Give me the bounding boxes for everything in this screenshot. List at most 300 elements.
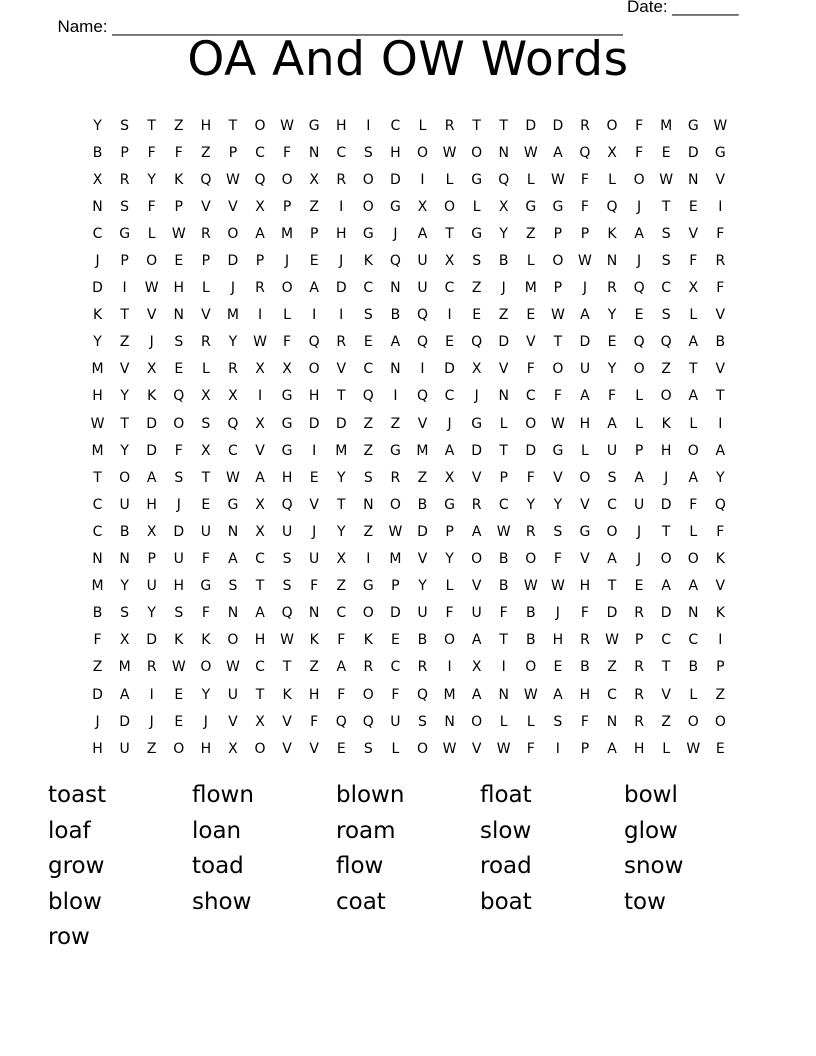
grid-cell[interactable]: V	[146, 307, 157, 324]
grid-cell[interactable]: Z	[363, 442, 374, 459]
grid-cell[interactable]: Z	[119, 334, 130, 351]
grid-cell[interactable]: F	[689, 496, 698, 513]
grid-cell[interactable]: X	[92, 171, 103, 188]
grid-cell[interactable]: C	[607, 496, 617, 513]
grid-cell[interactable]: O	[633, 361, 645, 378]
grid-cell[interactable]: C	[444, 280, 455, 297]
grid-cell[interactable]: I	[312, 307, 317, 324]
grid-cell[interactable]: C	[336, 144, 347, 161]
grid-cell[interactable]: B	[715, 334, 726, 351]
grid-cell[interactable]: R	[580, 117, 590, 134]
grid-cell[interactable]: T	[661, 659, 671, 676]
grid-cell[interactable]: F	[391, 686, 400, 703]
grid-cell[interactable]: B	[417, 632, 428, 649]
grid-cell[interactable]: H	[579, 415, 591, 432]
grid-cell[interactable]: H	[552, 632, 564, 649]
grid-cell[interactable]: V	[119, 361, 130, 378]
grid-cell[interactable]: C	[607, 686, 617, 703]
grid-cell[interactable]: W	[550, 415, 565, 432]
grid-cell[interactable]: U	[173, 551, 184, 568]
grid-cell[interactable]: E	[607, 334, 617, 351]
grid-cell[interactable]: F	[607, 388, 617, 405]
grid-cell[interactable]: U	[146, 578, 157, 595]
grid-cell[interactable]: I	[122, 280, 127, 297]
grid-cell[interactable]: R	[119, 171, 130, 188]
grid-cell[interactable]: T	[336, 388, 346, 405]
grid-cell[interactable]: S	[120, 198, 130, 215]
grid-cell[interactable]: T	[661, 198, 671, 215]
grid-cell[interactable]: A	[471, 523, 482, 540]
grid-cell[interactable]: G	[362, 225, 374, 242]
grid-cell[interactable]: C	[661, 280, 672, 297]
grid-cell[interactable]: T	[499, 117, 508, 134]
grid-cell[interactable]: H	[173, 280, 185, 297]
grid-cell[interactable]: R	[390, 469, 401, 486]
grid-cell[interactable]: T	[120, 415, 129, 432]
grid-cell[interactable]: Q	[714, 496, 726, 513]
grid-cell[interactable]: S	[282, 578, 292, 595]
grid-cell[interactable]: H	[173, 578, 185, 595]
grid-cell[interactable]: M	[389, 551, 402, 568]
grid-cell[interactable]: S	[553, 523, 563, 540]
grid-cell[interactable]: W	[550, 307, 565, 324]
grid-cell[interactable]: S	[607, 469, 617, 486]
grid-cell[interactable]: J	[176, 496, 181, 513]
grid-cell[interactable]: O	[308, 361, 320, 378]
grid-cell[interactable]: D	[498, 334, 510, 351]
grid-cell[interactable]: F	[310, 578, 319, 595]
grid-cell[interactable]: V	[688, 225, 699, 242]
grid-cell[interactable]: H	[254, 632, 266, 649]
grid-cell[interactable]: Y	[553, 496, 563, 513]
grid-cell[interactable]: H	[281, 469, 293, 486]
grid-cell[interactable]: F	[716, 523, 725, 540]
grid-cell[interactable]: G	[444, 496, 455, 513]
grid-cell[interactable]: C	[228, 442, 238, 459]
grid-cell[interactable]: N	[227, 523, 239, 540]
grid-cell[interactable]: A	[634, 469, 644, 486]
grid-cell[interactable]: O	[173, 740, 185, 757]
grid-cell[interactable]: D	[146, 632, 158, 649]
grid-cell[interactable]: S	[282, 551, 292, 568]
grid-cell[interactable]: Y	[607, 361, 617, 378]
grid-cell[interactable]: V	[471, 740, 482, 757]
grid-cell[interactable]: V	[417, 415, 428, 432]
grid-cell[interactable]: K	[363, 632, 373, 649]
grid-cell[interactable]: F	[283, 334, 292, 351]
grid-cell[interactable]: Q	[416, 388, 428, 405]
grid-cell[interactable]: E	[363, 334, 373, 351]
grid-cell[interactable]: A	[661, 578, 671, 595]
grid-cell[interactable]: F	[553, 551, 562, 568]
grid-cell[interactable]: F	[689, 253, 698, 270]
grid-cell[interactable]: B	[688, 659, 699, 676]
grid-cell[interactable]: E	[309, 253, 319, 270]
grid-cell[interactable]: C	[661, 632, 672, 649]
grid-cell[interactable]: O	[416, 144, 428, 161]
grid-cell[interactable]: Y	[201, 686, 211, 703]
grid-cell[interactable]: E	[634, 578, 644, 595]
grid-cell[interactable]: S	[472, 253, 482, 270]
grid-cell[interactable]: Y	[120, 442, 129, 459]
grid-cell[interactable]: P	[255, 253, 265, 270]
grid-cell[interactable]: U	[119, 496, 130, 513]
grid-cell[interactable]: K	[363, 253, 373, 270]
grid-cell[interactable]: G	[471, 225, 483, 242]
grid-cell[interactable]: F	[93, 632, 102, 649]
grid-cell[interactable]: U	[417, 605, 428, 622]
grid-cell[interactable]: Z	[661, 361, 671, 378]
grid-cell[interactable]: A	[688, 578, 699, 595]
grid-cell[interactable]: O	[281, 280, 293, 297]
grid-cell[interactable]: Z	[309, 659, 319, 676]
grid-cell[interactable]: K	[174, 632, 184, 649]
grid-cell[interactable]: V	[715, 361, 726, 378]
grid-cell[interactable]: K	[282, 686, 292, 703]
grid-cell[interactable]: J	[393, 225, 398, 242]
grid-cell[interactable]: A	[580, 388, 590, 405]
grid-cell[interactable]: B	[525, 632, 536, 649]
grid-cell[interactable]: N	[227, 605, 239, 622]
grid-cell[interactable]: G	[281, 388, 293, 405]
grid-cell[interactable]: S	[120, 605, 130, 622]
grid-cell[interactable]: W	[90, 415, 105, 432]
grid-cell[interactable]: S	[174, 469, 184, 486]
grid-cell[interactable]: Q	[416, 686, 428, 703]
grid-cell[interactable]: Z	[309, 198, 319, 215]
grid-cell[interactable]: J	[582, 280, 588, 297]
grid-cell[interactable]: T	[255, 578, 265, 595]
grid-cell[interactable]: W	[550, 171, 565, 188]
grid-cell[interactable]: Q	[633, 280, 645, 297]
grid-cell[interactable]: D	[579, 334, 591, 351]
grid-cell[interactable]: G	[687, 117, 699, 134]
grid-cell[interactable]: A	[471, 632, 482, 649]
grid-cell[interactable]: Q	[362, 713, 374, 730]
grid-cell[interactable]: R	[471, 496, 482, 513]
grid-cell[interactable]: I	[339, 307, 344, 324]
grid-cell[interactable]: D	[471, 442, 483, 459]
grid-cell[interactable]: W	[226, 171, 240, 188]
grid-cell[interactable]: Y	[336, 469, 346, 486]
grid-cell[interactable]: P	[716, 659, 725, 676]
grid-cell[interactable]: V	[309, 740, 319, 757]
grid-cell[interactable]: B	[92, 605, 103, 622]
grid-cell[interactable]: U	[227, 686, 239, 703]
grid-cell[interactable]: P	[201, 253, 211, 270]
grid-cell[interactable]: F	[201, 551, 210, 568]
grid-cell[interactable]: X	[471, 659, 482, 676]
grid-cell[interactable]: X	[444, 469, 455, 486]
grid-cell[interactable]: Z	[525, 225, 536, 242]
grid-cell[interactable]: E	[390, 632, 400, 649]
grid-cell[interactable]: F	[580, 713, 589, 730]
grid-cell[interactable]: V	[471, 469, 482, 486]
grid-cell[interactable]: Y	[228, 334, 238, 351]
grid-cell[interactable]: E	[688, 198, 698, 215]
grid-cell[interactable]: R	[634, 686, 644, 703]
grid-cell[interactable]: F	[526, 469, 535, 486]
grid-cell[interactable]: I	[447, 307, 452, 324]
grid-cell[interactable]: O	[471, 713, 483, 730]
grid-cell[interactable]: C	[92, 496, 103, 513]
grid-cell[interactable]: F	[310, 713, 319, 730]
grid-cell[interactable]: Q	[416, 307, 428, 324]
grid-cell[interactable]: E	[715, 740, 725, 757]
grid-cell[interactable]: N	[606, 713, 618, 730]
grid-cell[interactable]: T	[201, 469, 211, 486]
grid-cell[interactable]: D	[335, 415, 347, 432]
grid-cell[interactable]: U	[633, 496, 645, 513]
grid-cell[interactable]: E	[174, 361, 184, 378]
grid-cell[interactable]: O	[525, 551, 537, 568]
grid-cell[interactable]: Z	[471, 280, 482, 297]
grid-cell[interactable]: N	[92, 551, 103, 568]
grid-cell[interactable]: I	[366, 551, 371, 568]
grid-cell[interactable]: Q	[173, 388, 185, 405]
grid-cell[interactable]: E	[309, 469, 319, 486]
grid-cell[interactable]: G	[525, 198, 537, 215]
grid-cell[interactable]: O	[254, 117, 266, 134]
grid-cell[interactable]: Y	[120, 578, 129, 595]
grid-cell[interactable]: M	[416, 442, 429, 459]
grid-cell[interactable]: D	[146, 415, 158, 432]
grid-cell[interactable]: W	[496, 740, 511, 757]
grid-cell[interactable]: A	[688, 334, 699, 351]
grid-cell[interactable]: R	[634, 605, 644, 622]
grid-cell[interactable]: H	[633, 740, 645, 757]
grid-cell[interactable]: L	[445, 171, 454, 188]
grid-cell[interactable]: F	[580, 605, 589, 622]
grid-cell[interactable]: L	[499, 713, 508, 730]
grid-cell[interactable]: E	[174, 686, 184, 703]
grid-cell[interactable]: O	[227, 632, 239, 649]
grid-cell[interactable]: Y	[418, 578, 427, 595]
grid-cell[interactable]: G	[389, 442, 401, 459]
grid-cell[interactable]: S	[553, 713, 563, 730]
grid-cell[interactable]: W	[280, 117, 294, 134]
grid-cell[interactable]: S	[120, 117, 130, 134]
grid-cell[interactable]: Y	[93, 334, 102, 351]
grid-cell[interactable]: Q	[498, 171, 510, 188]
grid-cell[interactable]: R	[228, 361, 238, 378]
grid-cell[interactable]: M	[91, 361, 104, 378]
grid-cell[interactable]: X	[255, 361, 265, 378]
grid-cell[interactable]: Y	[716, 469, 725, 486]
grid-cell[interactable]: V	[715, 171, 726, 188]
grid-cell[interactable]: X	[282, 361, 292, 378]
grid-cell[interactable]: O	[362, 171, 374, 188]
grid-cell[interactable]: W	[523, 686, 538, 703]
grid-cell[interactable]: L	[201, 361, 210, 378]
grid-cell[interactable]: W	[686, 740, 701, 757]
grid-cell[interactable]: I	[393, 388, 398, 405]
grid-cell[interactable]: G	[389, 198, 401, 215]
grid-cell[interactable]: C	[92, 523, 103, 540]
grid-cell[interactable]: R	[146, 659, 157, 676]
grid-cell[interactable]: X	[255, 496, 265, 513]
grid-cell[interactable]: U	[417, 253, 428, 270]
grid-cell[interactable]: R	[580, 632, 590, 649]
grid-cell[interactable]: D	[525, 117, 537, 134]
grid-cell[interactable]: O	[660, 388, 672, 405]
grid-cell[interactable]: H	[335, 117, 347, 134]
grid-cell[interactable]: P	[580, 225, 590, 242]
grid-cell[interactable]: H	[308, 686, 320, 703]
grid-cell[interactable]: B	[92, 144, 103, 161]
grid-cell[interactable]: H	[660, 442, 672, 459]
grid-cell[interactable]: H	[92, 740, 103, 757]
grid-cell[interactable]: H	[579, 686, 591, 703]
grid-cell[interactable]: A	[688, 469, 699, 486]
grid-cell[interactable]: Q	[281, 605, 293, 622]
grid-cell[interactable]: V	[715, 307, 726, 324]
grid-cell[interactable]: C	[92, 225, 103, 242]
grid-cell[interactable]: L	[689, 686, 698, 703]
grid-cell[interactable]: L	[418, 117, 427, 134]
grid-cell[interactable]: A	[417, 225, 428, 242]
grid-cell[interactable]: R	[336, 171, 347, 188]
grid-cell[interactable]: I	[420, 171, 425, 188]
grid-cell[interactable]: T	[716, 388, 725, 405]
grid-cell[interactable]: Q	[308, 334, 320, 351]
grid-cell[interactable]: V	[228, 713, 238, 730]
grid-cell[interactable]: W	[605, 632, 619, 649]
grid-cell[interactable]: A	[553, 686, 563, 703]
grid-cell[interactable]: D	[525, 442, 537, 459]
grid-cell[interactable]: H	[146, 496, 157, 513]
grid-cell[interactable]: P	[391, 578, 400, 595]
grid-cell[interactable]: B	[525, 605, 536, 622]
grid-cell[interactable]: C	[390, 117, 401, 134]
grid-cell[interactable]: U	[281, 523, 293, 540]
grid-cell[interactable]: A	[634, 225, 644, 242]
grid-cell[interactable]: P	[553, 225, 563, 242]
grid-cell[interactable]: O	[254, 740, 266, 757]
grid-cell[interactable]: E	[472, 307, 482, 324]
grid-cell[interactable]: O	[525, 659, 537, 676]
grid-cell[interactable]: F	[716, 280, 725, 297]
grid-cell[interactable]: L	[635, 388, 643, 405]
grid-cell[interactable]: H	[579, 578, 591, 595]
grid-cell[interactable]: O	[281, 171, 293, 188]
grid-cell[interactable]: Y	[526, 496, 536, 513]
grid-cell[interactable]: J	[149, 334, 154, 351]
grid-cell[interactable]: G	[362, 578, 374, 595]
grid-cell[interactable]: J	[555, 605, 560, 622]
grid-cell[interactable]: X	[309, 171, 319, 188]
grid-cell[interactable]: V	[282, 713, 292, 730]
grid-cell[interactable]: A	[309, 280, 319, 297]
grid-cell[interactable]: V	[336, 361, 347, 378]
grid-cell[interactable]: S	[661, 307, 671, 324]
grid-cell[interactable]: A	[580, 307, 590, 324]
grid-cell[interactable]: T	[93, 469, 102, 486]
grid-cell[interactable]: F	[553, 388, 562, 405]
grid-cell[interactable]: D	[308, 415, 320, 432]
grid-cell[interactable]: M	[443, 686, 456, 703]
grid-cell[interactable]: P	[120, 253, 129, 270]
grid-cell[interactable]: N	[688, 605, 699, 622]
grid-cell[interactable]: V	[417, 551, 428, 568]
grid-cell[interactable]: V	[228, 198, 238, 215]
grid-cell[interactable]: N	[390, 280, 401, 297]
grid-cell[interactable]: N	[606, 253, 618, 270]
grid-cell[interactable]: C	[255, 659, 265, 676]
grid-cell[interactable]: T	[661, 523, 671, 540]
grid-cell[interactable]: C	[336, 605, 347, 622]
grid-cell[interactable]: F	[526, 361, 535, 378]
grid-cell[interactable]: O	[552, 361, 564, 378]
grid-cell[interactable]: D	[660, 605, 672, 622]
grid-cell[interactable]: X	[119, 632, 130, 649]
grid-cell[interactable]: C	[363, 280, 374, 297]
grid-cell[interactable]: X	[471, 361, 482, 378]
grid-cell[interactable]: R	[444, 117, 455, 134]
grid-cell[interactable]: P	[499, 469, 508, 486]
grid-cell[interactable]: E	[174, 713, 184, 730]
grid-cell[interactable]: H	[92, 388, 103, 405]
grid-cell[interactable]: N	[363, 496, 374, 513]
grid-cell[interactable]: R	[255, 280, 265, 297]
grid-cell[interactable]: H	[200, 117, 212, 134]
grid-cell[interactable]: A	[255, 605, 265, 622]
grid-cell[interactable]: A	[715, 442, 726, 459]
grid-cell[interactable]: F	[580, 198, 589, 215]
grid-cell[interactable]: J	[312, 523, 317, 540]
grid-cell[interactable]: O	[119, 469, 131, 486]
grid-cell[interactable]: Q	[227, 415, 239, 432]
grid-cell[interactable]: D	[92, 280, 103, 297]
grid-cell[interactable]: O	[444, 198, 456, 215]
grid-cell[interactable]: U	[309, 551, 320, 568]
grid-cell[interactable]: A	[688, 388, 699, 405]
grid-cell[interactable]: D	[92, 686, 103, 703]
grid-cell[interactable]: A	[119, 686, 130, 703]
grid-cell[interactable]: B	[119, 523, 130, 540]
grid-cell[interactable]: J	[149, 713, 154, 730]
grid-cell[interactable]: C	[498, 496, 509, 513]
grid-cell[interactable]: L	[608, 171, 616, 188]
grid-cell[interactable]: N	[444, 713, 455, 730]
grid-cell[interactable]: B	[498, 578, 509, 595]
grid-cell[interactable]: O	[471, 144, 483, 161]
grid-cell[interactable]: L	[201, 280, 210, 297]
grid-cell[interactable]: O	[552, 253, 564, 270]
grid-cell[interactable]: J	[501, 280, 506, 297]
grid-cell[interactable]: X	[688, 280, 699, 297]
grid-cell[interactable]: F	[580, 171, 589, 188]
grid-cell[interactable]: D	[146, 442, 158, 459]
grid-cell[interactable]: X	[146, 361, 157, 378]
grid-cell[interactable]: N	[498, 388, 509, 405]
grid-cell[interactable]: X	[444, 253, 455, 270]
grid-cell[interactable]: V	[715, 578, 726, 595]
grid-cell[interactable]: O	[146, 253, 158, 270]
grid-cell[interactable]: J	[474, 388, 479, 405]
grid-cell[interactable]: E	[526, 307, 536, 324]
grid-cell[interactable]: A	[553, 144, 563, 161]
grid-cell[interactable]: I	[718, 198, 723, 215]
grid-cell[interactable]: A	[228, 551, 238, 568]
grid-cell[interactable]: S	[661, 225, 671, 242]
grid-cell[interactable]: Q	[416, 334, 428, 351]
grid-cell[interactable]: Q	[335, 713, 347, 730]
grid-cell[interactable]: L	[689, 415, 698, 432]
grid-cell[interactable]: D	[335, 280, 347, 297]
grid-cell[interactable]: L	[445, 578, 454, 595]
grid-cell[interactable]: Z	[661, 713, 671, 730]
